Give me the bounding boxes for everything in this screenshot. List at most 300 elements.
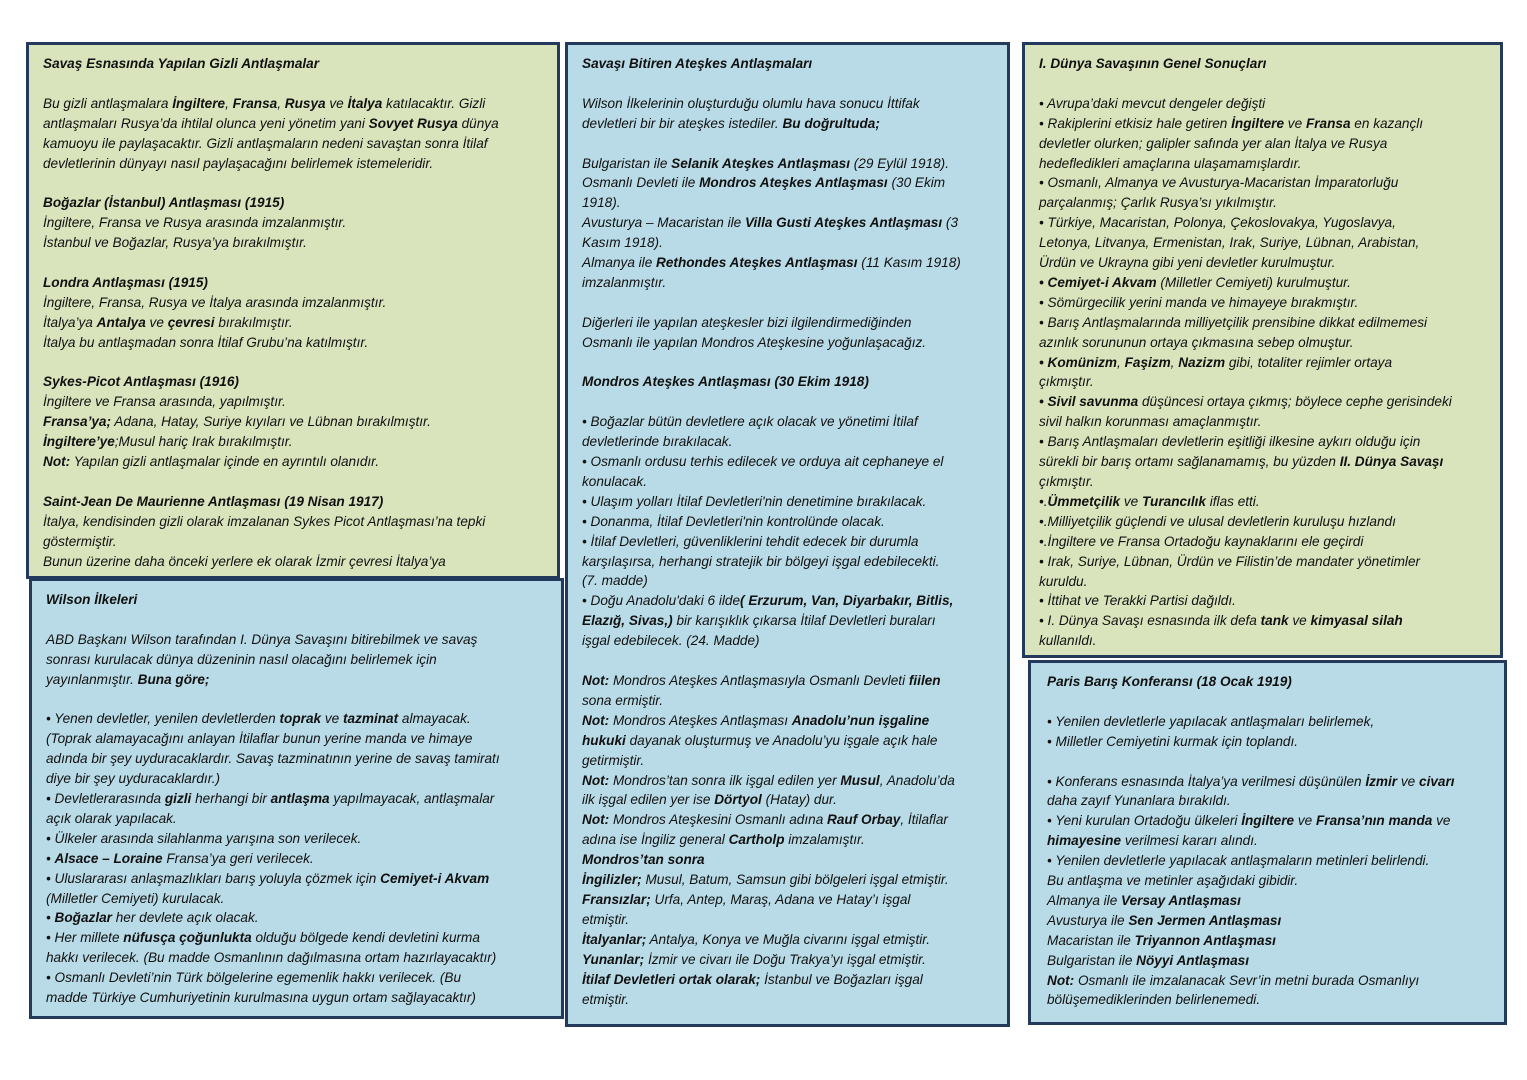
bold-text: Villa Gusti Ateşkes Antlaşması — [744, 215, 943, 231]
text-run: Bulgaristan ile — [1047, 952, 1137, 968]
text-line — [582, 213, 995, 233]
text-run: İtalya’ya — [43, 314, 97, 330]
text-run: • Osmanlı, Almanya ve Avusturya-Macaristan İmparatorluğu — [1039, 175, 1399, 191]
text-line — [582, 512, 995, 532]
bold-text: toprak — [279, 711, 322, 727]
text-run: göstermiştir. — [43, 533, 117, 549]
text-run: iflas etti. — [1205, 493, 1260, 509]
text-run: • İttihat ve Terakki Partisi dağıldı. — [1039, 593, 1236, 609]
bold-text: Antalya — [96, 314, 146, 330]
bold-text: İngiltere — [1231, 115, 1285, 131]
text-line — [1039, 552, 1488, 572]
bold-text: Bu doğrultuda; — [782, 115, 880, 131]
text-run: • Avrupa’daki mevcut dengeler değişti — [1039, 95, 1266, 111]
text-run: Mondros’tan sonra ilk işgal edilen yer — [609, 772, 841, 788]
text-line — [582, 253, 995, 273]
text-run: • Donanma, İtilaf Devletleri'nin kontrolünde olacak. — [582, 513, 885, 529]
text-run: gibi, totaliter rejimler ortaya — [1225, 354, 1393, 370]
text-run: Wilson İlkelerinin oluşturduğu olumlu hava sonucu İttifak — [582, 95, 920, 111]
text-line — [43, 512, 545, 532]
text-line — [582, 313, 995, 333]
text-line — [582, 571, 995, 591]
bold-text: Sykes-Picot Antlaşması (1916) — [43, 374, 239, 390]
bold-text: Fransızlar; — [582, 891, 651, 907]
text-run: • — [46, 850, 55, 866]
bold-text: Dörtyol — [714, 792, 762, 808]
text-line — [582, 94, 995, 114]
text-run: • Yenilen devletlerle yapılacak antlaşmaları belirlemek, — [1047, 713, 1375, 729]
text-line — [43, 392, 545, 412]
text-run: ;Musul hariç Irak bırakılmıştır. — [114, 434, 293, 450]
bold-text: Anadolu’nun işgaline — [791, 712, 930, 728]
bold-text: • Cemiyet-i Akvam — [1039, 274, 1157, 290]
text-line — [1039, 134, 1488, 154]
text-line — [1039, 452, 1488, 472]
text-run: parçalanmış; Çarlık Rusya’sı yıkılmıştır. — [1039, 195, 1277, 211]
text-line — [582, 412, 995, 432]
bold-text: Mondros Ateşkes Antlaşması (30 Ekim 1918) — [582, 374, 869, 390]
text-run: verilmesi kararı alındı. — [1121, 833, 1258, 849]
bold-text: Cemiyet-i Akvam — [380, 870, 490, 886]
text-line — [46, 869, 549, 889]
bold-text: İngilizler; — [582, 872, 642, 888]
text-line — [43, 412, 545, 432]
text-run: • Her millete — [46, 930, 124, 946]
text-line — [1039, 472, 1488, 492]
text-line — [1047, 951, 1492, 971]
bold-text: kimyasal silah — [1310, 613, 1403, 629]
text-line — [582, 810, 995, 830]
box-title — [43, 54, 545, 74]
bold-text: Turancılık — [1142, 493, 1206, 509]
text-line — [582, 890, 995, 910]
text-run: , İtilaflar — [900, 812, 948, 828]
text-line — [1047, 732, 1492, 752]
bold-text: Sen Jermen Antlaşması — [1128, 912, 1282, 928]
text-run: ve — [1120, 493, 1142, 509]
bold-text: Not: — [43, 454, 71, 470]
text-line — [582, 432, 995, 452]
text-line — [582, 193, 995, 213]
text-run: ve — [325, 95, 348, 111]
bold-text: Not: — [582, 673, 610, 688]
text-line — [46, 908, 549, 928]
text-line — [582, 970, 995, 990]
text-run: • Sömürgecilik yerini manda ve himayeye bırakmıştır. — [1039, 294, 1359, 310]
text-run: kamuoyu ile paylaşacaktır. Gizli antlaşmaların nedeni savaştan sonra İtilaf — [43, 135, 488, 151]
box-title — [1039, 54, 1488, 74]
text-run: diye bir şey uyduracaklardır.) — [46, 771, 221, 787]
text-run: Osmanlı Devleti ile — [582, 175, 700, 191]
bold-text: İzmir — [1365, 773, 1398, 789]
text-run: çıkmıştır. — [1039, 374, 1094, 390]
text-line — [582, 611, 995, 631]
blank-line — [43, 472, 545, 492]
text-line — [582, 870, 995, 890]
text-run: katılacaktır. Gizli — [382, 95, 486, 111]
text-line — [1047, 971, 1492, 991]
text-line — [43, 94, 545, 114]
text-line — [1039, 492, 1488, 512]
text-run: sona ermiştir. — [582, 692, 664, 708]
blank-line — [582, 74, 995, 94]
text-run: İngiltere, Fransa ve Rusya arasında imzalanmıştır. — [43, 215, 347, 231]
text-line — [582, 950, 995, 970]
text-run: dünya — [457, 115, 499, 131]
text-run: • — [46, 910, 55, 926]
blank-line — [582, 392, 995, 412]
text-run: ve — [1284, 115, 1306, 131]
bold-text: Rauf Orbay — [827, 812, 901, 828]
bold-text: Alsace – Loraine — [54, 850, 163, 866]
bold-text: Triyannon Antlaşması — [1134, 932, 1276, 948]
text-line — [46, 729, 549, 749]
text-run: • İtilaf Devletleri, güvenliklerini tehdit edecek bir durumla — [582, 533, 919, 549]
text-run: , — [1170, 354, 1179, 370]
text-line — [46, 829, 549, 849]
text-run: Almanya ile — [1047, 892, 1122, 908]
text-line — [582, 790, 995, 810]
text-line — [46, 849, 549, 869]
text-run: Letonya, Litvanya, Ermenistan, Irak, Suriye, Lübnan, Arabistan, — [1039, 235, 1420, 251]
text-line — [582, 333, 995, 353]
bold-text: Boğazlar — [54, 910, 112, 926]
text-run: hedefledikleri amaçlarına ulaşamamışlardır. — [1039, 155, 1302, 171]
bold-text: Fransa — [232, 95, 278, 111]
text-run: •.İngiltere ve Fransa Ortadoğu kaynaklarını ele geçirdi — [1039, 533, 1364, 549]
bold-text: Saint-Jean De Maurienne Antlaşması (19 Nisan 1917) — [43, 493, 384, 509]
bold-text: gizli — [164, 791, 192, 807]
text-line — [1039, 173, 1488, 193]
text-run: Fransa’ya geri verilecek. — [162, 850, 314, 866]
text-run: konulacak. — [582, 473, 647, 489]
text-run: düşüncesi ortaya çıkmış; böylece cephe gerisindeki — [1138, 394, 1452, 410]
text-line — [1039, 233, 1488, 253]
text-run: , — [1117, 354, 1125, 370]
paris-peace-conference-box — [1028, 660, 1507, 1025]
text-run: (Milletler Cemiyeti) kurulmuştur. — [1156, 274, 1351, 290]
blank-line — [43, 253, 545, 273]
blank-line — [582, 293, 995, 313]
text-run: yapılmayacak, antlaşmalar — [329, 791, 495, 807]
text-line — [43, 233, 545, 253]
text-line — [582, 233, 995, 253]
text-run: Bu gizli antlaşmalara — [43, 95, 173, 111]
text-run: • Yeni kurulan Ortadoğu ülkeleri — [1047, 813, 1242, 829]
text-line — [46, 928, 549, 948]
text-run: Antalya, Konya ve Muğla civarını işgal etmiştir. — [646, 931, 931, 947]
text-run: İstanbul ve Boğazları işgal — [760, 971, 923, 987]
text-run: • Doğu Anadolu'daki 6 ilde — [582, 593, 741, 609]
text-line — [46, 809, 549, 829]
blank-line — [582, 651, 995, 671]
text-line — [1039, 532, 1488, 552]
text-line — [43, 193, 545, 213]
text-line — [1047, 811, 1492, 831]
bold-text: Fransa’ya; — [43, 414, 112, 430]
text-run: • Yenilen devletlerle yapılacak antlaşmaların metinleri belirlendi. — [1047, 853, 1430, 869]
text-run: Ürdün ve Ukrayna gibi yeni devletler kurulmuştur. — [1039, 255, 1336, 271]
text-line — [582, 910, 995, 930]
text-line — [582, 173, 995, 193]
text-run: herhangi bir — [191, 791, 271, 807]
text-run: • Osmanlı ordusu terhis edilecek ve orduya ait cephaneye el — [582, 454, 944, 470]
text-run: ve — [1432, 813, 1451, 829]
text-line — [1039, 273, 1488, 293]
text-run: (Toprak alamayacağını anlayan İtilaflar bunun yerine manda ve himaye — [46, 731, 473, 747]
text-run: • Osmanlı Devleti’nin Türk bölgelerine egemenlik hakkı verilecek. (Bu — [46, 970, 462, 986]
text-run: açık olarak yapılacak. — [46, 810, 177, 826]
text-run: • Rakiplerini etkisiz hale getiren — [1039, 115, 1232, 131]
text-run: Avusturya – Macaristan ile — [582, 215, 745, 231]
text-line — [582, 154, 995, 174]
text-run: devletlerinde bırakılacak. — [582, 434, 733, 450]
text-run: İngiltere ve Fransa arasında, yapılmıştır. — [43, 394, 286, 410]
text-line — [46, 889, 549, 909]
bold-text: İngiltere — [1241, 813, 1295, 829]
text-run: (Hatay) dur. — [761, 792, 837, 808]
bold-text: Savaş Esnasında Yapılan Gizli Antlaşmalar — [43, 56, 320, 71]
text-run: Kasım 1918). — [582, 235, 663, 251]
text-run: Bulgaristan ile — [582, 155, 672, 171]
text-run: Almanya ile — [582, 255, 657, 271]
text-run: kuruldu. — [1039, 573, 1088, 589]
text-run: • Barış Antlaşmalarında milliyetçilik prensibine dikkat edilmemesi — [1039, 314, 1428, 330]
text-line — [582, 691, 995, 711]
text-line — [582, 631, 995, 651]
bold-text: Sovyet Rusya — [368, 115, 458, 131]
blank-line — [46, 690, 549, 710]
text-line — [1039, 392, 1488, 412]
text-line — [1039, 253, 1488, 273]
text-line — [582, 671, 995, 691]
text-run: İtalya, kendisinden gizli olarak imzalanan Sykes Picot Antlaşması’na tepki — [43, 513, 486, 529]
bold-text: Ümmetçilik — [1047, 493, 1121, 509]
bold-text: Paris Barış Konferansı (18 Ocak 1919) — [1047, 674, 1292, 689]
text-run: • Ülkeler arasında silahlanma yarışına son verilecek. — [46, 830, 362, 846]
bold-text: Fransa’nın manda — [1315, 813, 1433, 829]
text-run: etmiştir. — [582, 991, 630, 1007]
text-line — [582, 532, 995, 552]
text-run: • Ulaşım yolları İtilaf Devletleri'nin denetimine bırakılacak. — [582, 493, 927, 509]
text-run: • Yenen devletler, yenilen devletlerden — [46, 711, 280, 727]
text-line — [582, 591, 995, 611]
text-line — [43, 293, 545, 313]
text-run: sivil halkın korunması amaçlanmıştır. — [1039, 414, 1262, 430]
bold-text: Not: — [582, 712, 610, 728]
text-run: Yapılan gizli antlaşmalar içinde en ayrıntılı olanıdır. — [70, 454, 379, 470]
bold-text: Buna göre; — [137, 671, 210, 687]
bold-text: Nöyyi Antlaşması — [1136, 952, 1249, 968]
bold-text: Wilson İlkeleri — [46, 592, 138, 607]
text-line — [43, 552, 545, 572]
blank-line — [1047, 692, 1492, 712]
text-line — [1039, 512, 1488, 532]
text-run: Bunun üzerine daha önceki yerlere ek olarak İzmir çevresi İtalya’ya — [43, 553, 446, 569]
text-line — [1039, 154, 1488, 174]
bold-text: Boğazlar (İstanbul) Antlaşması (1915) — [43, 195, 285, 211]
text-run: • I. Dünya Savaşı esnasında ilk defa — [1039, 613, 1261, 629]
text-line — [1039, 572, 1488, 592]
bold-text: • Komünizm — [1039, 354, 1118, 370]
text-line — [46, 948, 549, 968]
text-line — [582, 751, 995, 771]
text-run: ABD Başkanı Wilson tarafından I. Dünya Savaşını bitirebilmek ve savaş — [46, 631, 478, 647]
bold-text: Nazizm — [1178, 354, 1226, 370]
text-run: ve — [1397, 773, 1420, 789]
text-line — [43, 492, 545, 512]
text-run: ilk işgal edilen yer ise — [582, 792, 715, 808]
text-line — [582, 731, 995, 751]
text-line — [1039, 591, 1488, 611]
bold-text: Faşizm — [1124, 354, 1171, 370]
bold-text: Mondros Ateşkes Antlaşması — [699, 175, 888, 191]
text-run: (3 — [942, 215, 959, 231]
text-run: , — [277, 95, 285, 111]
text-run: ve — [1288, 613, 1311, 629]
blank-line — [43, 74, 545, 94]
bold-text: fiilen — [908, 673, 941, 688]
bold-text: çevresi — [167, 314, 215, 330]
bold-text: nüfusça çoğunlukta — [123, 930, 252, 946]
text-run: devletler olurken; galipler safında yer alan İtalya ve Rusya — [1039, 135, 1388, 151]
text-line — [46, 988, 549, 1008]
text-run: her devlete açık olacak. — [111, 910, 259, 926]
text-line — [46, 789, 549, 809]
text-run: İzmir ve civarı ile Doğu Trakya’yı işgal etmiştir. — [644, 951, 926, 967]
bold-text: tazminat — [342, 711, 399, 727]
bold-text: hukuki — [582, 732, 626, 748]
bold-text: İngiltere’ye — [43, 434, 115, 450]
text-line — [582, 492, 995, 512]
text-line — [43, 273, 545, 293]
bold-text: Rethondes Ateşkes Antlaşması — [656, 255, 858, 271]
bold-text: himayesine — [1047, 833, 1122, 849]
text-run: almayacak. — [398, 711, 471, 727]
box-title — [582, 54, 995, 74]
blank-line — [582, 353, 995, 373]
text-run: Mondros Ateşkesini Osmanlı adına — [609, 812, 828, 828]
text-line — [1039, 114, 1488, 134]
text-run: İtalya bu antlaşmadan sonra İtilaf Grubu’na katılmıştır. — [43, 334, 369, 350]
text-run: Urfa, Antep, Maraş, Adana ve Hatay’ı işgal — [650, 891, 911, 907]
text-line — [1039, 631, 1488, 651]
text-run: , — [225, 95, 233, 111]
text-line — [43, 313, 545, 333]
text-line — [582, 114, 995, 134]
text-line — [43, 452, 545, 472]
text-line — [1047, 990, 1492, 1010]
text-line — [582, 552, 995, 572]
box-title — [46, 590, 549, 610]
bold-text: • Sivil savunma — [1039, 394, 1139, 410]
bold-text: Mondros’tan sonra — [582, 852, 705, 868]
text-run: (Milletler Cemiyeti) kurulacak. — [46, 890, 225, 906]
armistice-agreements-box — [565, 42, 1010, 1027]
bold-text: Not: — [582, 812, 610, 828]
wilson-principles-box — [29, 578, 564, 1019]
text-line — [43, 372, 545, 392]
text-line — [43, 432, 545, 452]
text-run: ve — [321, 711, 343, 727]
text-line — [46, 769, 549, 789]
secret-agreements-box — [26, 42, 560, 579]
text-run: bırakılmıştır. — [214, 314, 293, 330]
text-run: Musul, Batum, Samsun gibi bölgeleri işgal etmiştir. — [641, 872, 949, 888]
text-run: Osmanlı ile yapılan Mondros Ateşkesine yoğunlaşacağız. — [582, 334, 927, 350]
text-run: sürekli bir barış ortamı sağlanamamış, bu yüzden — [1039, 454, 1340, 470]
bold-text: tank — [1260, 613, 1289, 629]
text-line — [1047, 772, 1492, 792]
text-run: • Devletlerarasında — [46, 791, 165, 807]
text-run: antlaşmaları Rusya’da ihtilal olunca yeni yönetim yani — [43, 115, 369, 131]
text-line — [582, 711, 995, 731]
bold-text: Not: — [1047, 972, 1075, 988]
text-run: İstanbul ve Boğazlar, Rusya’ya bırakılmıştır. — [43, 235, 307, 251]
bold-text: ( Erzurum, Van, Diyarbakır, Bitlis, — [740, 593, 954, 609]
text-run: 1918). — [582, 195, 621, 211]
text-run: (7. madde) — [582, 573, 648, 589]
text-run: Diğerleri ile yapılan ateşkesler bizi ilgilendirmediğinden — [582, 314, 912, 330]
text-line — [46, 709, 549, 729]
text-run: • Irak, Suriye, Lübnan, Ürdün ve Filistin’de mandater yönetimler — [1039, 553, 1421, 569]
blank-line — [1047, 752, 1492, 772]
text-line — [1047, 851, 1492, 871]
text-line — [1047, 871, 1492, 891]
text-line — [582, 771, 995, 791]
text-line — [43, 154, 545, 174]
text-line — [46, 749, 549, 769]
text-run: Osmanlı ile imzalanacak Sevr’in metni burada Osmanlıyı — [1074, 972, 1420, 988]
text-run: en kazançlı — [1350, 115, 1424, 131]
text-line — [1039, 412, 1488, 432]
bold-text: Rusya — [284, 95, 326, 111]
text-line — [582, 830, 995, 850]
text-run: dayanak oluşturmuş ve Anadolu’yu işgale açık hale — [625, 732, 938, 748]
blank-line — [43, 353, 545, 373]
text-run: madde Türkiye Cumhuriyetinin kurulmasına uygun ortam sağlayacaktır) — [46, 990, 476, 1006]
text-run: getirmiştir. — [582, 752, 645, 768]
text-line — [43, 114, 545, 134]
text-run: daha zayıf Yunanlara bırakıldı. — [1047, 793, 1231, 809]
bold-text: Not: — [582, 772, 610, 788]
text-line — [582, 990, 995, 1010]
text-line — [1039, 293, 1488, 313]
text-line — [46, 968, 549, 988]
text-line — [582, 452, 995, 472]
text-line — [582, 273, 995, 293]
bold-text: Fransa — [1305, 115, 1351, 131]
bold-text: İngiltere — [172, 95, 226, 111]
text-line — [582, 930, 995, 950]
text-run: bir karışıklık çıkarsa İtilaf Devletleri buraları — [672, 613, 936, 629]
text-run: karşılaşırsa, herhangi stratejik bir bölgeyi işgal edebilecekti. — [582, 553, 940, 569]
text-line — [582, 850, 995, 870]
text-run: adında bir şey uyduracaklardır. Savaş tazminatının yerine de savaş tamiratı — [46, 751, 500, 767]
text-line — [582, 372, 995, 392]
text-run: • Uluslararası anlaşmazlıkları barış yoluyla çözmek için — [46, 870, 381, 886]
text-line — [43, 134, 545, 154]
text-run: •.Milliyetçilik güçlendi ve ulusal devletlerin kuruluşu hızlandı — [1039, 513, 1396, 529]
text-line — [1039, 372, 1488, 392]
text-line — [1039, 94, 1488, 114]
text-run: Adana, Hatay, Suriye kıyıları ve Lübnan bırakılmıştır. — [111, 414, 431, 430]
text-line — [1039, 193, 1488, 213]
bold-text: Yunanlar; — [582, 951, 645, 967]
text-run: kullanıldı. — [1039, 633, 1097, 649]
text-run: Avusturya ile — [1047, 912, 1129, 928]
text-run: bölüşemediklerinden belirlenemedi. — [1047, 992, 1261, 1008]
